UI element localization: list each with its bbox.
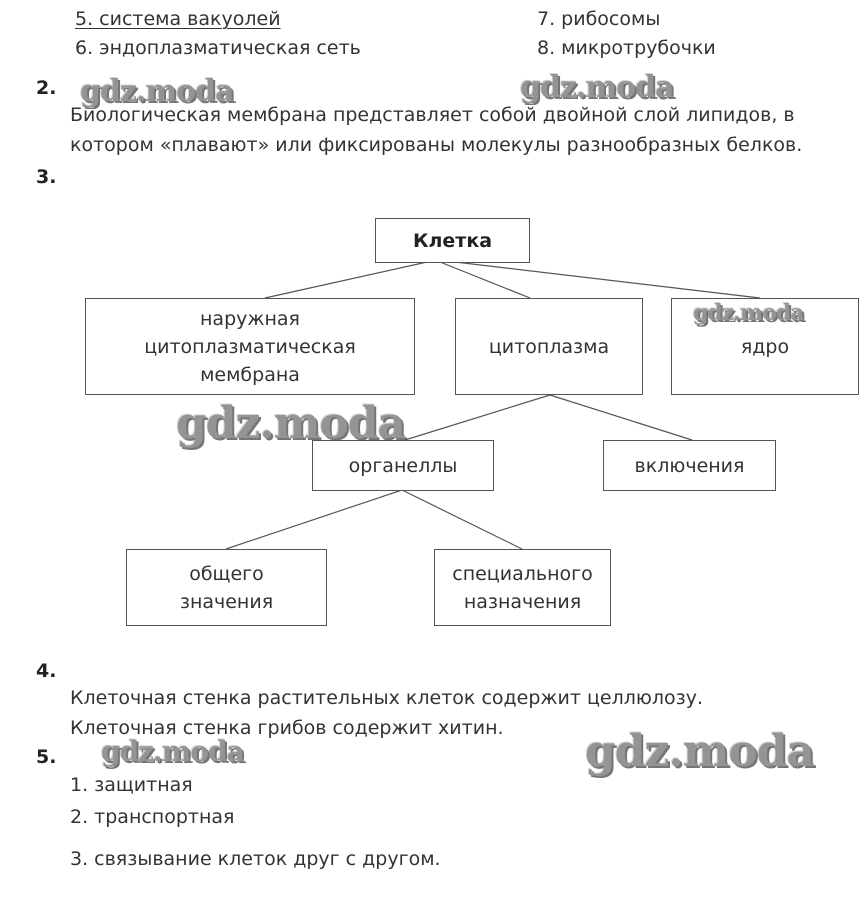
answer-2-line-2: котором «плавают» или фиксированы молекулы разнообразных белков. <box>70 134 803 156</box>
membrane-label-line-3: мембрана <box>200 363 300 386</box>
connector-cytoplasm-organelles <box>405 395 550 440</box>
special-label-line-2: назначения <box>463 590 582 613</box>
connector-root-nucleus <box>455 262 760 298</box>
answer-4-line-1: Клеточная стенка растительных клеток содержит целлюлозу. <box>70 687 704 709</box>
question-number-3: 3. <box>36 166 57 188</box>
question-number-5: 5. <box>36 746 57 768</box>
list-item-microtubules: 8. микротрубочки <box>537 37 716 59</box>
watermark-logo: gdz.moda <box>80 74 234 109</box>
diagram-node-inclusions <box>603 440 776 491</box>
general-label-line-1: общего <box>189 562 264 585</box>
answer-4-line-2: Клеточная стенка грибов содержит хитин. <box>70 717 504 739</box>
connector-cytoplasm-inclusions <box>550 395 692 440</box>
organelles-label: органеллы <box>348 454 458 477</box>
diagram-node-special <box>434 549 611 626</box>
watermark-logo: gdz.moda <box>101 735 244 768</box>
answer-5-item-2: 2. транспортная <box>70 806 235 828</box>
watermark-logo: gdz.moda <box>176 398 406 449</box>
nucleus-label: ядро <box>740 335 790 358</box>
list-item-er: 6. эндоплазматическая сеть <box>75 37 361 59</box>
cytoplasm-label: цитоплазма <box>488 335 610 358</box>
membrane-label-line-2: цитоплазматическая <box>144 335 356 358</box>
watermark-logo: gdz.moda <box>520 70 674 105</box>
connector-organelles-special <box>402 490 522 549</box>
diagram-node-cytoplasm <box>455 298 643 395</box>
inclusions-label: включения <box>634 454 745 477</box>
answer-5-item-1: 1. защитная <box>70 774 193 796</box>
watermark-logo: gdz.moda <box>693 300 804 326</box>
connector-organelles-general <box>226 490 402 549</box>
special-label-line-1: специального <box>452 562 593 585</box>
general-label-line-2: значения <box>179 590 274 613</box>
diagram-node-general <box>126 549 327 626</box>
diagram-node-cell <box>375 218 530 263</box>
diagram-node-nucleus <box>671 298 859 395</box>
list-item-ribosomes: 7. рибосомы <box>537 8 661 30</box>
connector-root-membrane <box>265 262 427 298</box>
connector-root-cytoplasm <box>440 262 530 298</box>
membrane-label-line-1: наружная <box>200 307 300 330</box>
watermark-logo: gdz.moda <box>585 726 815 777</box>
question-number-4: 4. <box>36 660 57 682</box>
question-number-2: 2. <box>36 77 57 99</box>
diagram-node-cell-label: Клетка <box>412 229 493 252</box>
list-item-vacuoles: 5. система вакуолей <box>75 8 281 30</box>
diagram-node-membrane <box>85 298 415 395</box>
answer-5-item-3: 3. связывание клеток друг с другом. <box>70 848 441 870</box>
answer-2-line-1: Биологическая мембрана представляет собой двойной слой липидов, в <box>70 104 795 126</box>
diagram-node-organelles <box>312 440 494 491</box>
